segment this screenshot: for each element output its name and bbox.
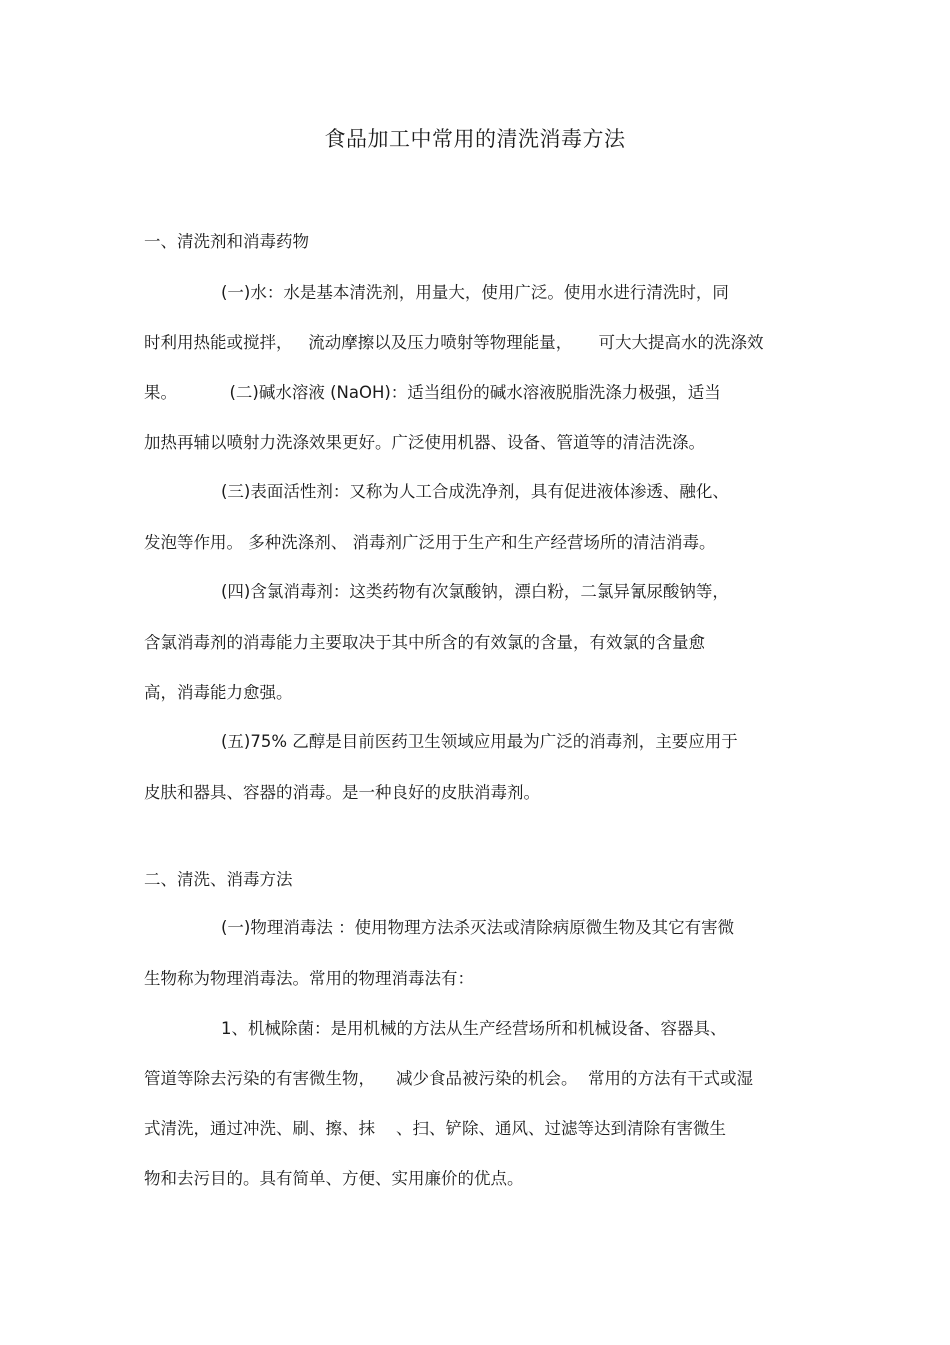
- paragraph-line: 加热再辅以喷射力洗涤效果更好。广泛使用机器、设备、管道等的清洁洗涤。: [144, 433, 705, 452]
- paragraph-line: 发泡等作用。 多种洗涤剂、 消毒剂广泛用于生产和生产经营场所的清洁消毒。: [144, 533, 716, 552]
- paragraph-line: 时利用热能或搅拌， 流动摩擦以及压力喷射等物理能量， 可大大提高水的洗涤效: [144, 333, 764, 352]
- paragraph-line: 皮肤和器具、容器的消毒。是一种良好的皮肤消毒剂。: [144, 783, 540, 802]
- paragraph-line: 高，消毒能力愈强。: [144, 683, 293, 702]
- paragraph-line: 1、机械除菌：是用机械的方法从生产经营场所和机械设备、容器具、: [221, 1019, 727, 1038]
- paragraph-line: (一)物理消毒法 ：使用物理方法杀灭法或清除病原微生物及其它有害微: [221, 918, 735, 937]
- paragraph-line: (五)75% 乙醇是目前医药卫生领域应用最为广泛的消毒剂，主要应用于: [221, 732, 738, 751]
- document-title: 食品加工中常用的清洗消毒方法: [324, 127, 626, 151]
- paragraph-line: 管道等除去污染的有害微生物， 减少食品被污染的机会。 常用的方法有干式或湿: [144, 1069, 753, 1088]
- paragraph-line: (一)水：水是基本清洗剂，用量大，使用广泛。使用水进行清洗时，同: [221, 283, 729, 302]
- paragraph-line: 式清洗，通过冲洗、刷、擦、抹 、扫、铲除、通风、过滤等达到清除有害微生: [144, 1119, 726, 1138]
- section-heading-1: 一、清洗剂和消毒药物: [144, 232, 309, 251]
- paragraph-line: (四)含氯消毒剂：这类药物有次氯酸钠，漂白粉，二氯异氰尿酸钠等，: [221, 582, 729, 601]
- paragraph-line: (三)表面活性剂：又称为人工合成洗净剂，具有促进液体渗透、融化、: [221, 482, 729, 501]
- paragraph-line: 果。 (二)碱水溶液 (NaOH)：适当组份的碱水溶液脱脂洗涤力极强，适当: [144, 383, 721, 402]
- paragraph-line: 含氯消毒剂的消毒能力主要取决于其中所含的有效氯的含量，有效氯的含量愈: [144, 633, 705, 652]
- paragraph-line: 物和去污目的。具有简单、方便、实用廉价的优点。: [144, 1169, 524, 1188]
- section-heading-2: 二、清洗、消毒方法: [144, 870, 293, 889]
- paragraph-line: 生物称为物理消毒法。常用的物理消毒法有：: [144, 969, 474, 988]
